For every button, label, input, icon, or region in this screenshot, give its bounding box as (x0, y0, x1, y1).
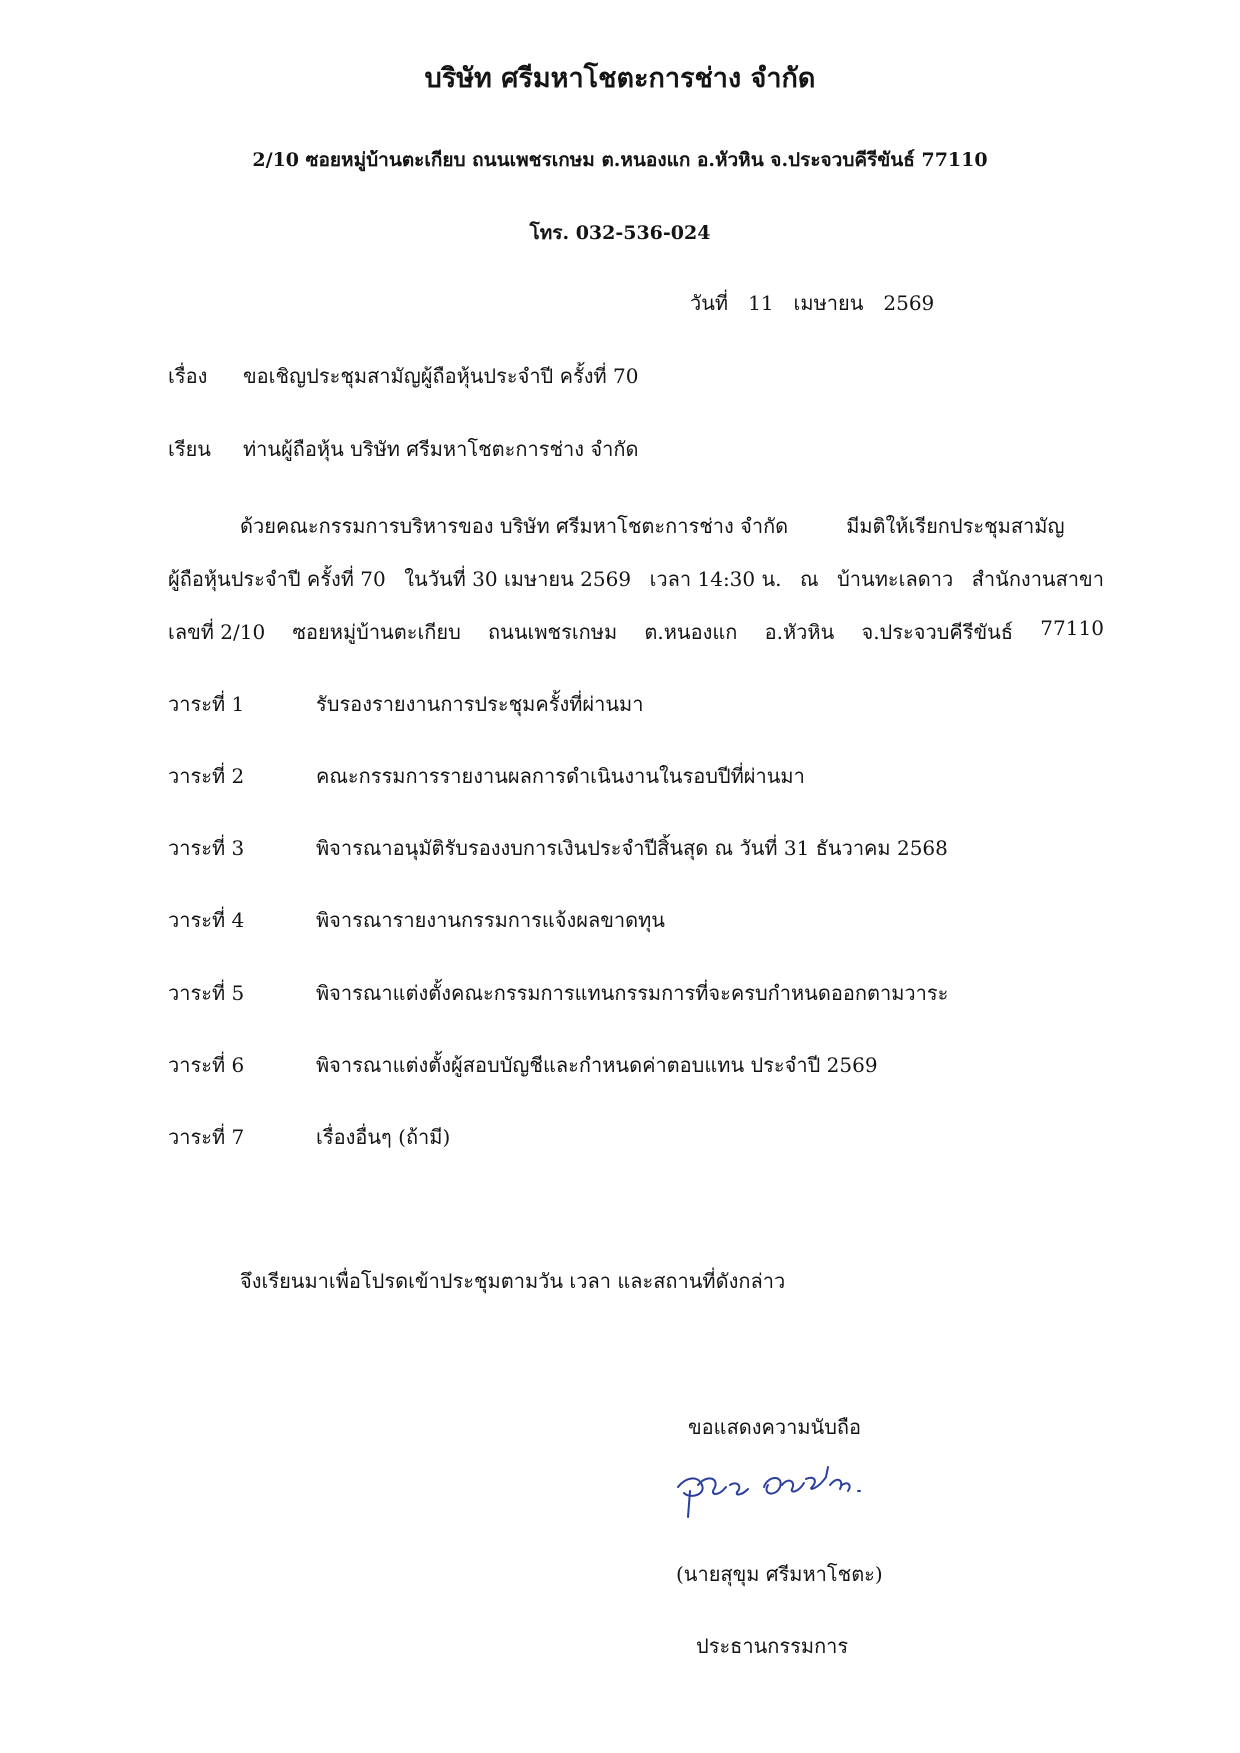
signer-name: (นายสุขุม ศรีมหาโชตะ) (676, 1562, 883, 1586)
body-word: บ้านทะเลดาว (837, 567, 954, 591)
company-address: 2/10 ซอยหมู่บ้านตะเกียบ ถนนเพชรเกษม ต.หนองแก อ.หัวหิน จ.ประจวบคีรีขันธ์ 77110 (252, 149, 988, 171)
body-word: ณ (800, 567, 819, 591)
agenda-label-2: วาระที่ 2 (168, 764, 245, 788)
body-word: ในวันที่ 30 เมษายน 2569 (404, 567, 632, 591)
date-prefix: วันที่ (690, 291, 729, 315)
company-name: บริษัท ศรีมหาโชตะการช่าง จำกัด (424, 63, 816, 94)
signature (668, 1455, 878, 1525)
agenda-label-6: วาระที่ 6 (168, 1053, 245, 1077)
body-word: เวลา 14:30 น. (649, 567, 782, 591)
agenda-text-5: พิจารณาแต่งตั้งคณะกรรมการแทนกรรมการที่จะครบกำหนดออกตามวาระ (316, 981, 949, 1005)
signer-position: ประธานกรรมการ (696, 1634, 849, 1658)
body-line-3 (168, 616, 1104, 648)
body-line-1-part-2: มีมติให้เรียกประชุมสามัญ (846, 514, 1065, 538)
salutation-label: เรียน (168, 437, 211, 461)
body-word: ต.หนองแก (644, 620, 738, 644)
company-phone: โทร. 032-536-024 (529, 222, 711, 244)
agenda-label-5: วาระที่ 5 (168, 981, 245, 1005)
agenda-text-1: รับรองรายงานการประชุมครั้งที่ผ่านมา (316, 692, 644, 716)
body-word: อ.หัวหิน (764, 620, 835, 644)
body-line-1-part-1: ด้วยคณะกรรมการบริหารของ บริษัท ศรีมหาโชตะการช่าง จำกัด (240, 514, 789, 538)
regards-text: ขอแสดงความนับถือ (688, 1415, 862, 1439)
agenda-label-3: วาระที่ 3 (168, 836, 245, 860)
letter-date (690, 287, 954, 319)
body-word: ถนนเพชรเกษม (488, 620, 618, 644)
body-word: ซอยหมู่บ้านตะเกียบ (292, 620, 461, 644)
agenda-text-7: เรื่องอื่นๆ (ถ้ามี) (316, 1125, 451, 1149)
salutation-text: ท่านผู้ถือหุ้น บริษัท ศรีมหาโชตะการช่าง จำกัด (243, 437, 639, 461)
agenda-label-7: วาระที่ 7 (168, 1125, 245, 1149)
body-word: สำนักงานสาขา (971, 567, 1104, 591)
date-day: 11 (748, 291, 774, 315)
agenda-text-4: พิจารณารายงานกรรมการแจ้งผลขาดทุน (316, 908, 665, 932)
subject-text: ขอเชิญประชุมสามัญผู้ถือหุ้นประจำปี ครั้งที่ 70 (243, 364, 639, 388)
date-month: เมษายน (793, 291, 864, 315)
agenda-text-3: พิจารณาอนุมัติรับรองงบการเงินประจำปีสิ้นสุด ณ วันที่ 31 ธันวาคม 2568 (316, 836, 948, 860)
agenda-text-2: คณะกรรมการรายงานผลการดำเนินงานในรอบปีที่ผ่านมา (316, 764, 805, 788)
body-line-2 (168, 563, 1104, 595)
body-line-1 (168, 510, 1104, 542)
agenda-text-6: พิจารณาแต่งตั้งผู้สอบบัญชีและกำหนดค่าตอบแทน ประจำปี 2569 (316, 1053, 878, 1077)
subject-label: เรื่อง (168, 364, 208, 388)
closing-text: จึงเรียนมาเพื่อโปรดเข้าประชุมตามวัน เวลา และสถานที่ดังกล่าว (240, 1269, 786, 1293)
body-word: ผู้ถือหุ้นประจำปี ครั้งที่ 70 (168, 567, 386, 591)
agenda-label-1: วาระที่ 1 (168, 692, 245, 716)
body-word: จ.ประจวบคีรีขันธ์ (861, 620, 1014, 644)
date-year: 2569 (883, 291, 935, 315)
body-word: 77110 (1040, 616, 1104, 640)
body-word: เลขที่ 2/10 (168, 620, 266, 644)
agenda-label-4: วาระที่ 4 (168, 908, 245, 932)
